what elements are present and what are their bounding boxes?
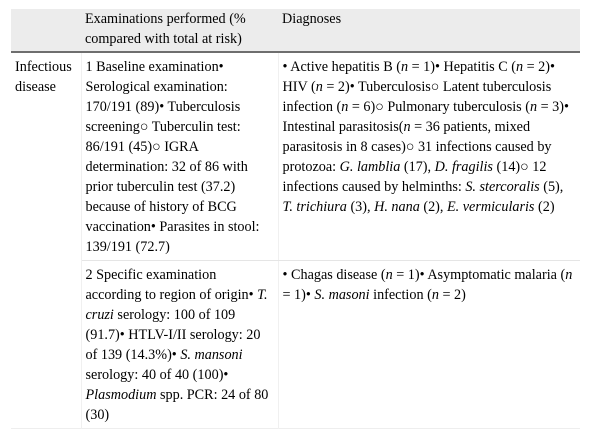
examinations-cell: [81, 261, 278, 429]
text-segment: (14)○ 12 infections caused by helminths:: [282, 159, 547, 195]
text-segment: serology: 100 of 109 (91.7)• HTLV-I/II serology: 20 of 139 (14.3%)•: [85, 307, 261, 363]
italic-text: S. masoni: [314, 287, 370, 303]
italic-text: n: [431, 287, 439, 303]
italic-text: n: [565, 267, 573, 283]
text-segment: serology: 40 of 40 (100)•: [85, 367, 229, 383]
text-segment: = 2): [438, 287, 466, 303]
italic-text: n: [315, 79, 323, 95]
text-segment: spp. PCR: 24 of 80 (30): [85, 387, 269, 423]
text-segment: = 6)○ Pulmonary tuberculosis (: [348, 99, 530, 115]
text-segment: = 1)• Hepatitis C (: [408, 59, 516, 75]
table-header-row: [11, 9, 580, 52]
text-segment: = 3)• Intestinal parasitosis(: [282, 99, 569, 135]
italic-text: n: [341, 99, 349, 115]
italic-text: n: [403, 119, 411, 135]
table-row: [11, 261, 580, 429]
text-segment: = 36 patients, mixed parasitosis in 8 cases)○ 31 infections caused by protozoa:: [282, 119, 552, 175]
italic-text: T. trichiura: [282, 199, 347, 215]
text-segment: 1 Baseline examination• Serological examination: 170/191 (89)• Tuberculosis screening○ Tuberculin test: 86/191 (45)○ IGRA determination: 32 of 86 with prior tuberculin test (37.2) because of history of BCG vaccination• Parasites in stool: 139/191 (72.7): [85, 59, 260, 255]
italic-text: S. stercoralis: [465, 179, 540, 195]
header-category: [11, 9, 81, 52]
text-segment: • Active hepatitis B (: [282, 59, 401, 75]
category-cell: Infectious disease: [11, 52, 81, 429]
italic-text: E. vermicularis: [446, 199, 535, 215]
italic-text: n: [385, 267, 393, 283]
text-segment: (2): [534, 199, 555, 215]
text-segment: = 2)• HIV (: [282, 59, 555, 95]
text-segment: = 1)•: [282, 287, 315, 303]
italic-text: H. nana: [374, 199, 420, 215]
text-segment: infection (: [369, 287, 432, 303]
italic-text: n: [400, 59, 409, 75]
italic-text: D. fragilis: [434, 159, 493, 175]
header-diagnoses: Diagnoses: [278, 9, 580, 52]
italic-text: Plasmodium: [85, 387, 157, 403]
text-segment: 2 Specific examination according to region of origin•: [85, 267, 258, 303]
text-segment: • Chagas disease (: [282, 267, 386, 283]
text-segment: (5),: [539, 179, 564, 195]
diagnoses-cell: [278, 52, 580, 261]
text-segment: (2),: [419, 199, 447, 215]
italic-text: n: [529, 99, 538, 115]
italic-text: G. lamblia: [339, 159, 401, 175]
italic-text: T. cruzi: [85, 287, 268, 323]
text-segment: = 2)• Tuberculosis○ Latent tuberculosis infection (: [282, 79, 552, 115]
text-segment: (17),: [400, 159, 435, 175]
table-row: [11, 52, 580, 261]
text-segment: (3),: [346, 199, 375, 215]
italic-text: n: [515, 59, 524, 75]
italic-text: S. mansoni: [180, 347, 243, 363]
examinations-cell: [81, 52, 278, 261]
infectious-disease-table: [11, 9, 580, 429]
header-examinations: Examinations performed (% compared with total at risk): [81, 9, 278, 52]
text-segment: = 1)• Asymptomatic malaria (: [392, 267, 566, 283]
diagnoses-cell: [278, 261, 580, 429]
